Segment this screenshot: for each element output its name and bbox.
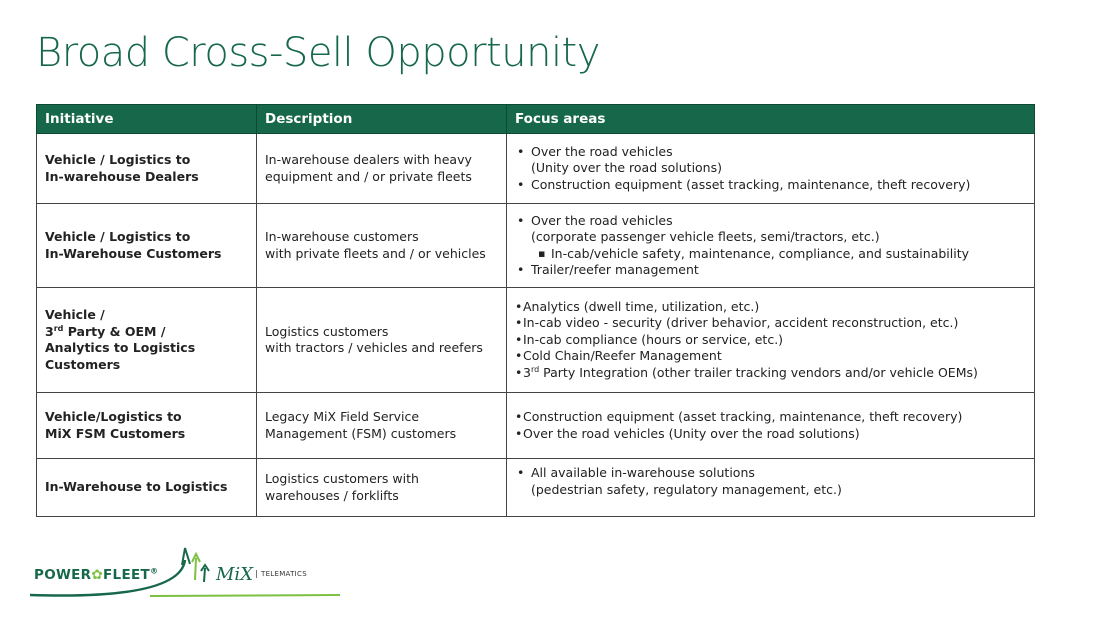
table-row [37, 288, 1035, 393]
list-sub-item: ▪ In-cab/vehicle safety, maintenance, compliance, and sustainability [515, 246, 1026, 263]
description-cell: Logistics customers with warehouses / forklifts [257, 459, 507, 517]
initiative-cell: Vehicle / Logistics to In-Warehouse Customers [37, 204, 257, 288]
focus-cell [507, 134, 1035, 204]
list-item: • Over the road vehicles (Unity over the road solutions) [515, 144, 1026, 177]
list-item: • 3rd Party Integration (other trailer tracking vendors and/or vehicle OEMs) [515, 365, 1026, 382]
list-item: • In-cab compliance (hours or service, etc.) [515, 332, 1026, 349]
list-item: • All available in-warehouse solutions (pedestrian safety, regulatory management, etc.) [515, 465, 1026, 498]
list-item: • Over the road vehicles (corporate passenger vehicle fleets, semi/tractors, etc.) [515, 213, 1026, 246]
list-item: • Construction equipment (asset tracking, maintenance, theft recovery) [515, 177, 1026, 194]
header-focus-areas: Focus areas [507, 105, 1035, 134]
description-cell: In-warehouse dealers with heavy equipment and / or private fleets [257, 134, 507, 204]
table-row [37, 459, 1035, 517]
header-initiative: Initiative [37, 105, 257, 134]
description-cell: In-warehouse customers with private fleets and / or vehicles [257, 204, 507, 288]
header-description: Description [257, 105, 507, 134]
focus-cell [507, 288, 1035, 393]
telematics-label: TELEMATICS [256, 570, 307, 578]
list-item: • Over the road vehicles (Unity over the road solutions) [515, 426, 1026, 443]
description-cell: Legacy MiX Field Service Management (FSM) customers [257, 393, 507, 459]
list-item: • Cold Chain/Reefer Management [515, 348, 1026, 365]
list-item: • Construction equipment (asset tracking, maintenance, theft recovery) [515, 409, 1026, 426]
slide-title: Broad Cross-Sell Opportunity [36, 30, 600, 76]
initiative-cell: In-Warehouse to Logistics [37, 459, 257, 517]
mix-wordmark: MiX [216, 564, 254, 585]
initiative-cell: Vehicle / Logistics to In-warehouse Dealers [37, 134, 257, 204]
list-item: • In-cab video - security (driver behavior, accident reconstruction, etc.) [515, 315, 1026, 332]
table-row [37, 134, 1035, 204]
focus-cell [507, 204, 1035, 288]
powerfleet-mix-logo [30, 540, 350, 600]
initiative-cell: Vehicle/Logistics to MiX FSM Customers [37, 393, 257, 459]
list-item: • Trailer/reefer management [515, 262, 1026, 279]
table-row [37, 393, 1035, 459]
cross-sell-table [36, 104, 1035, 517]
list-item: • Analytics (dwell time, utilization, etc.) [515, 299, 1026, 316]
table-header-row [37, 105, 1035, 134]
focus-cell [507, 459, 1035, 517]
table-row [37, 204, 1035, 288]
description-cell: Logistics customers with tractors / vehicles and reefers [257, 288, 507, 393]
focus-cell [507, 393, 1035, 459]
powerfleet-wordmark: POWER✿FLEET® [34, 566, 159, 583]
initiative-cell: Vehicle / 3rd Party & OEM / Analytics to Logistics Customers [37, 288, 257, 393]
